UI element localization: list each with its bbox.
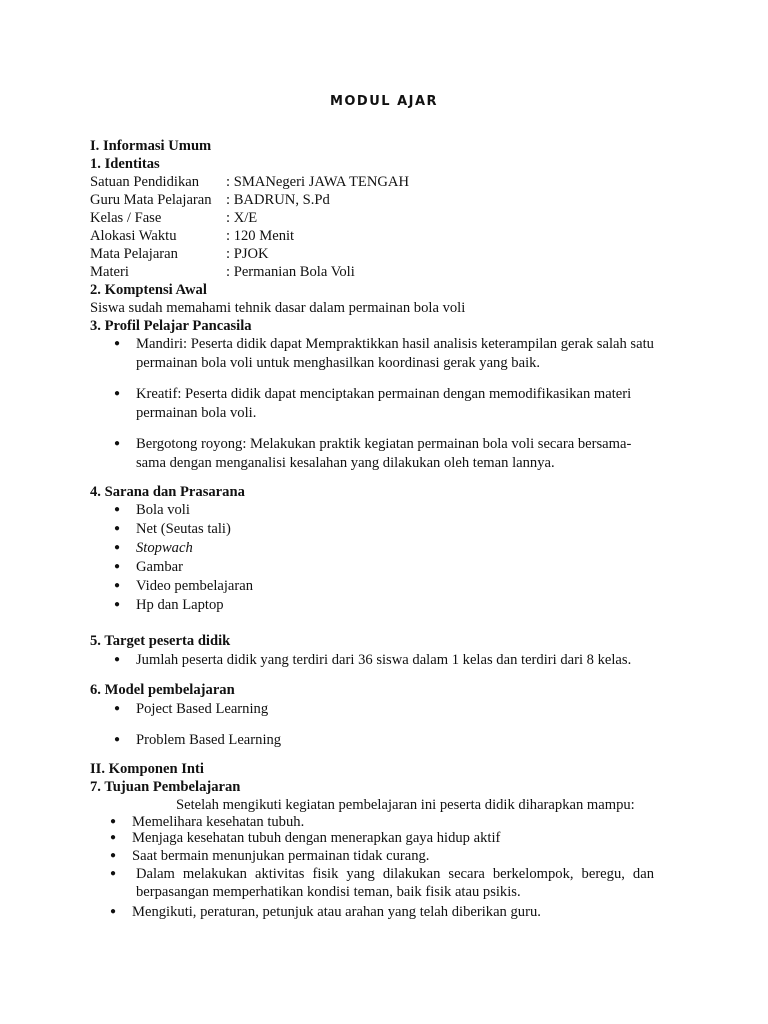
model-item: Problem Based Learning [136,732,282,748]
target-item: Jumlah peserta didik yang terdiri dari 36 siswa dalam 1 kelas dan terdiri dari 8 kelas. [136,652,632,668]
identitas-key: Alokasi Waktu [90,228,177,244]
heading-sarana: 4. Sarana dan Prasarana [90,484,245,500]
bullet-icon: ● [110,832,117,843]
bullet-icon: ● [114,338,121,349]
heading-profil-pelajar: 3. Profil Pelajar Pancasila [90,318,252,334]
identitas-value: : PJOK [226,246,269,262]
bullet-icon: ● [114,523,121,534]
tujuan-item: Menjaga kesehatan tubuh dengan menerapkan gaya hidup aktif [132,830,501,846]
bullet-icon: ● [114,542,121,553]
section-heading-informasi-umum: I. Informasi Umum [90,138,212,154]
identitas-key: Guru Mata Pelajaran [90,192,212,208]
bullet-icon: ● [114,580,121,591]
bullet-icon: ● [114,734,121,745]
identitas-key: Satuan Pendidikan [90,174,200,190]
profil-line: Mandiri: Peserta didik dapat Mempraktikkan hasil analisis keterampilan gerak salah satu [136,336,654,352]
sarana-item: Bola voli [136,502,190,518]
document-title: MODUL AJAR [329,94,439,109]
bullet-icon: ● [110,816,117,827]
profil-line: sama dengan menganalisi kesalahan yang dilakukan oleh teman lannya. [136,455,555,471]
profil-line: permainan bola voli. [136,405,257,421]
tujuan-item: Saat bermain menunjukan permainan tidak curang. [132,848,430,864]
tujuan-item: Memelihara kesehatan tubuh. [132,814,305,830]
bullet-icon: ● [110,906,117,917]
identitas-value: : SMANegeri JAWA TENGAH [226,174,409,190]
bullet-icon: ● [114,388,121,399]
sarana-item: Video pembelajaran [136,578,254,594]
profil-line: Bergotong royong: Melakukan praktik kegiatan permainan bola voli secara bersama- [136,436,632,452]
bullet-icon: ● [114,438,121,449]
bullet-icon: ● [114,561,121,572]
heading-tujuan: 7. Tujuan Pembelajaran [90,779,241,795]
profil-line: Kreatif: Peserta didik dapat menciptakan permainan dengan memodifikasikan materi [136,386,632,402]
bullet-icon: ● [114,504,121,515]
identitas-key: Materi [90,264,129,280]
identitas-value: : BADRUN, S.Pd [226,192,330,208]
sarana-item: Gambar [136,559,184,575]
heading-kompetensi-awal: 2. Komptensi Awal [90,282,207,298]
sarana-item: Hp dan Laptop [136,597,224,613]
heading-model: 6. Model pembelajaran [90,682,235,698]
identitas-value: : X/E [226,210,258,226]
bullet-icon: ● [114,703,121,714]
identitas-value: : 120 Menit [226,228,295,244]
tujuan-intro: Setelah mengikuti kegiatan pembelajaran ini peserta didik diharapkan mampu: [176,797,635,813]
tujuan-item-continuation: berpasangan memperhatikan kondisi teman, baik fisik atau psikis. [136,884,521,900]
kompetensi-text: Siswa sudah memahami tehnik dasar dalam permainan bola voli [90,300,466,316]
section-heading-komponen-inti: II. Komponen Inti [90,761,204,777]
profil-line: permainan bola voli untuk menghasilkan koordinasi gerak yang baik. [136,355,541,371]
bullet-icon: ● [114,599,121,610]
heading-target: 5. Target peserta didik [90,633,231,649]
sarana-item: Net (Seutas tali) [136,521,231,537]
sarana-item: Stopwach [136,540,193,556]
heading-identitas: 1. Identitas [90,156,160,172]
bullet-icon: ● [110,850,117,861]
bullet-icon: ● [110,868,117,879]
identitas-key: Kelas / Fase [90,210,162,226]
tujuan-item: Mengikuti, peraturan, petunjuk atau arahan yang telah diberikan guru. [132,904,541,920]
bullet-icon: ● [114,654,121,665]
identitas-value: : Permanian Bola Voli [226,264,355,280]
identitas-key: Mata Pelajaran [90,246,178,262]
model-item: Poject Based Learning [136,701,269,717]
tujuan-item: Dalam melakukan aktivitas fisik yang dilakukan secara berkelompok, beregu, dan [136,866,654,882]
